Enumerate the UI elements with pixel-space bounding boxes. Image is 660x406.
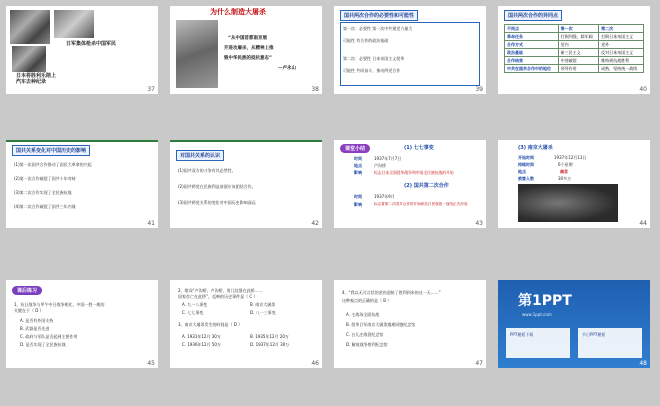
slide-thumb-44[interactable]: [498, 140, 650, 228]
slide-thumb-37[interactable]: [6, 6, 158, 94]
comparison-table: [504, 24, 644, 73]
table-row: 中共在国共合作中的地位 领导作用 成熟，坚持统一战线: [505, 65, 644, 73]
question-line: 3、南京大屠杀发生的时间是（ D ）: [178, 322, 243, 327]
site-url: www.1ppt.com: [522, 312, 552, 317]
row-label: 被害人数: [518, 176, 534, 181]
caption: 汽车去种纪录: [16, 79, 47, 85]
option: B. 南京大屠杀: [250, 302, 276, 307]
option: A. 1931年12月 30万: [182, 334, 221, 339]
subheading: (1) 七七事变: [404, 145, 434, 151]
question-line: 关键在于（ D ）: [14, 308, 44, 313]
slide-header: 国共两次合作的必要性和可能性: [340, 10, 418, 21]
question-line: 2、歌词“卢沟桥，卢沟桥，男儿坟墓在此桥……: [178, 288, 263, 293]
text-line: (3)国共两党关系的变化对中国历史影响深远: [178, 200, 256, 205]
row-label: 影响: [354, 202, 362, 207]
slide-thumb-39[interactable]: [334, 6, 486, 94]
photo-statue: [176, 20, 218, 88]
photo-soldiers: [12, 46, 46, 72]
slide-number: 37: [147, 86, 155, 93]
slide-thumb-46[interactable]: [170, 280, 322, 368]
question-line: 1、抗日战争与甲午中日战争相比，中国一胜一败的: [14, 302, 105, 307]
slide-number: 45: [147, 360, 155, 367]
text-line: 第一次：必要性 第一次中共建党力量大: [343, 26, 413, 31]
slide-number: 38: [311, 86, 319, 93]
slide-thumb-47[interactable]: [334, 280, 486, 368]
option: C. 政府与军队是否起到主要作用: [20, 334, 78, 339]
text-line: 第二次：必要性 日本帝国主义侵华: [343, 56, 405, 61]
note: PPT模板下载: [510, 332, 534, 337]
option: B. 武器是否先进: [20, 326, 50, 331]
option: C. 七七事变: [182, 310, 204, 315]
top-bar: [6, 140, 158, 142]
option: C. 1936年12月 50万: [182, 342, 221, 347]
slide-thumb-43[interactable]: [334, 140, 486, 228]
top-bar: [170, 140, 322, 142]
quote-line: 开进攻屠杀，从精神上推: [224, 46, 274, 51]
option: D. 1937年12月 30万: [250, 342, 290, 347]
table-row: 革命任务 打倒列强，除军阀 打倒日本帝国主义: [505, 33, 644, 41]
row-label: 影响: [354, 170, 362, 175]
brand-logo: 第1PPT: [518, 293, 572, 309]
row-value: 卢沟桥: [374, 163, 386, 168]
text-line: (2)国共两党在民族利益前面应该团结合作，: [178, 184, 256, 189]
table-row: 合作结果 中途破裂 维持到抗战胜利: [505, 57, 644, 65]
section-tag: 课堂小结: [340, 144, 370, 153]
photo-execution: [10, 10, 50, 44]
row-value: 30多万: [558, 176, 572, 181]
slide-number: 42: [311, 220, 319, 227]
text-line: (3)第二次合作实现了全民族抗战: [14, 190, 72, 195]
slide-thumb-42[interactable]: [170, 140, 322, 228]
option: B. 侵华日军南京大屠杀遇难同胞纪念馆: [346, 322, 416, 327]
question-line: 这种观点的正确的是（ B ）: [342, 298, 392, 303]
slide-number: 46: [311, 360, 319, 367]
row-value: 1937年12月13日: [554, 155, 587, 160]
row-value: 6个星期: [558, 162, 573, 167]
text-line: (2)第一次合作破裂了国共十年对峙: [14, 176, 76, 181]
slide-number: 47: [475, 360, 483, 367]
question-line: 4、“我以无可言状的悲伤迎接了胜利到来的这一天……”: [342, 290, 441, 295]
row-value: 1937年7月7日: [374, 156, 402, 161]
row-value: 南京: [560, 169, 568, 174]
row-label: 地点: [518, 169, 526, 174]
table-row: 合作方式 党内 党外: [505, 41, 644, 49]
row-label: 开始时间: [518, 155, 534, 160]
option: A. 主战场全面抗战: [346, 312, 380, 317]
slide-number: 40: [639, 86, 647, 93]
content-box: [340, 22, 480, 86]
option: D. 解放战争胜利纪念馆: [346, 342, 388, 347]
photo-ruins: [54, 10, 94, 38]
table-row: 不同点 第一次 第二次: [505, 25, 644, 33]
row-label: 时间: [354, 156, 362, 161]
option: C. 白儿庄战役纪念馆: [346, 332, 384, 337]
subheading: (2) 国共第二次合作: [404, 183, 449, 189]
slide-header: 对国共关系的认识: [176, 150, 224, 161]
text-line: 可能性 共同奋斗，推动两党合作: [343, 68, 401, 73]
table-row: 政治基础 新三民主义 反对日本帝国主义: [505, 49, 644, 57]
subheading: (3) 南京大屠杀: [518, 145, 553, 151]
text-line: (1)国共双方的斗争有其必然性，: [178, 168, 236, 173]
question-line: 国家存亡在此桥”，反映的历史事件是（ C ）: [178, 294, 258, 299]
row-value: 标志日本全面侵华战争和中国全民族抗战的开始: [374, 170, 454, 175]
option: D. 是否实现了全民族抗战: [20, 342, 66, 347]
row-value: 标志着第二次国共合作的开始和抗日民族统一战线正式形成: [374, 202, 468, 206]
quote-author: —卢永山: [278, 66, 296, 71]
slide-thumb-48[interactable]: [498, 280, 650, 368]
text-line: 可能性 有合作的政治基础: [343, 38, 389, 43]
photo-sculpture: [518, 184, 618, 222]
section-tag: 课后练习: [12, 286, 42, 295]
quote-line: “从中国首都南京展: [228, 36, 267, 41]
slide-thumb-38[interactable]: [170, 6, 322, 94]
slide-number: 44: [639, 220, 647, 227]
slide-thumb-40[interactable]: [498, 6, 650, 94]
slide-thumb-45[interactable]: [6, 280, 158, 368]
text-line: (4)第二次合作破裂了国共三年内战: [14, 204, 76, 209]
slide-header: 国共关系变化对中国历史的影响: [12, 145, 90, 156]
row-label: 地点: [354, 163, 362, 168]
slide-number: 48: [639, 360, 647, 367]
slide-number: 43: [475, 220, 483, 227]
text-line: (1)第一次国共合作推动了国民大革命的兴起: [14, 162, 92, 167]
slide-thumb-41[interactable]: [6, 140, 158, 228]
quote-line: 毁中华民族的抵抗意志”: [224, 56, 272, 61]
slide-number: 41: [147, 220, 155, 227]
note: 节日PPT模板: [582, 332, 606, 337]
row-value: 1937年9月: [374, 194, 395, 199]
option: D. 八一三事变: [250, 310, 276, 315]
slide-number: 39: [475, 86, 483, 93]
option: A. 是否有外国支持: [20, 318, 54, 323]
row-label: 持续时间: [518, 162, 534, 167]
row-label: 时间: [354, 194, 362, 199]
option: A. 九一八事变: [182, 302, 208, 307]
option: B. 1935年12月 20万: [250, 334, 289, 339]
caption: 日军集体枪杀中国军民: [66, 41, 117, 47]
caption: 日本将胜利乐陪上: [16, 73, 57, 79]
slide-header: 国共两次合作的异同点: [504, 10, 562, 21]
slide-title: 为什么制造大屠杀: [210, 8, 266, 16]
